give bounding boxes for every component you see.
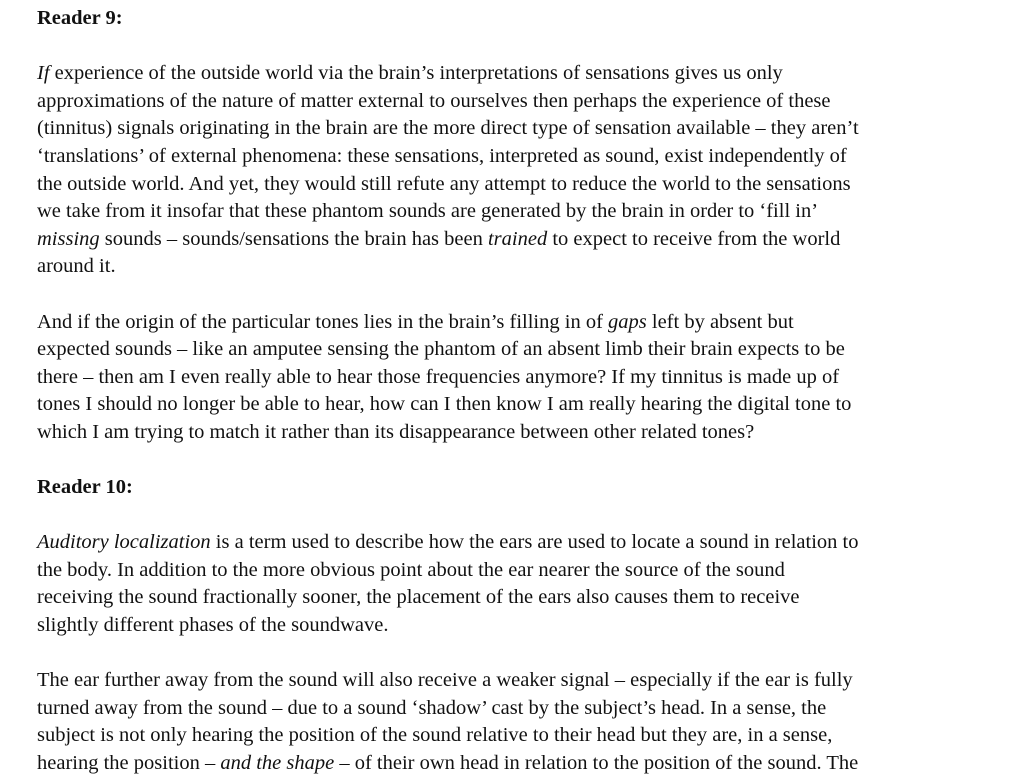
- emphasis: Auditory localization: [37, 531, 211, 554]
- text-line: slightly different phases of the soundwave.: [37, 614, 389, 637]
- text-line: The ear further away from the sound will also receive a weaker signal – especially if the ear is fully: [37, 669, 853, 692]
- text-line: tones I should no longer be able to hear, how can I then know I am really hearing the digital tone to: [37, 393, 852, 416]
- text-line: turned away from the sound – due to a sound ‘shadow’ cast by the subject’s head. In a sense, the: [37, 696, 827, 719]
- text-line: expected sounds – like an amputee sensing the phantom of an absent limb their brain expects to be: [37, 338, 845, 361]
- text-line: the outside world. And yet, they would still refute any attempt to reduce the world to the sensations: [37, 172, 851, 195]
- section-heading: Reader 9:: [37, 7, 123, 29]
- emphasis: If: [37, 62, 50, 85]
- spacer: [37, 640, 1012, 668]
- document-page: [37, 0, 1012, 778]
- text-line: we take from it insofar that these phantom sounds are generated by the brain in order to ‘fill in’: [37, 200, 819, 223]
- emphasis: trained: [487, 227, 548, 250]
- text-line: (tinnitus) signals originating in the brain are the more direct type of sensation available – they aren’t: [37, 117, 859, 140]
- text-line: around it.: [37, 255, 116, 278]
- spacer: [37, 281, 1012, 309]
- text-line: which I am trying to match it rather than its disappearance between other related tones?: [37, 420, 755, 443]
- paragraph: [37, 60, 1012, 281]
- paragraph: [37, 529, 1012, 639]
- text-line: subject is not only hearing the position of the sound relative to their head but they are, in a sense,: [37, 724, 833, 747]
- text-line: the body. In addition to the more obvious point about the ear nearer the source of the sound: [37, 558, 785, 581]
- text-line: Auditory localization is a term used to describe how the ears are used to locate a sound in relation to: [37, 531, 859, 554]
- paragraph: [37, 309, 1012, 447]
- emphasis: and the shape: [220, 752, 335, 775]
- section-reader-10: [37, 474, 1012, 778]
- spacer: [37, 502, 1012, 530]
- text-line: approximations of the nature of matter external to ourselves then perhaps the experience of these: [37, 89, 831, 112]
- section-heading: Reader 10:: [37, 476, 133, 499]
- emphasis: missing: [37, 227, 100, 250]
- text-line: missing sounds – sounds/sensations the brain has been trained to expect to receive from the world: [37, 227, 841, 250]
- text-line: ‘translations’ of external phenomena: these sensations, interpreted as sound, exist independently of: [37, 144, 847, 167]
- section-reader-9: [37, 0, 1012, 474]
- paragraph: [37, 667, 1012, 777]
- emphasis: gaps: [608, 310, 647, 333]
- text-line: If experience of the outside world via the brain’s interpretations of sensations gives us only: [37, 62, 783, 85]
- spacer: [37, 33, 1012, 61]
- text-line: receiving the sound fractionally sooner, the placement of the ears also causes them to receive: [37, 586, 800, 609]
- spacer: [37, 447, 1012, 475]
- text-line: And if the origin of the particular tones lies in the brain’s filling in of gaps left by absent but: [37, 310, 794, 333]
- text-line: there – then am I even really able to hear those frequencies anymore? If my tinnitus is made up of: [37, 365, 840, 388]
- text-line: hearing the position – and the shape – of their own head in relation to the position of the sound. The: [37, 752, 859, 775]
